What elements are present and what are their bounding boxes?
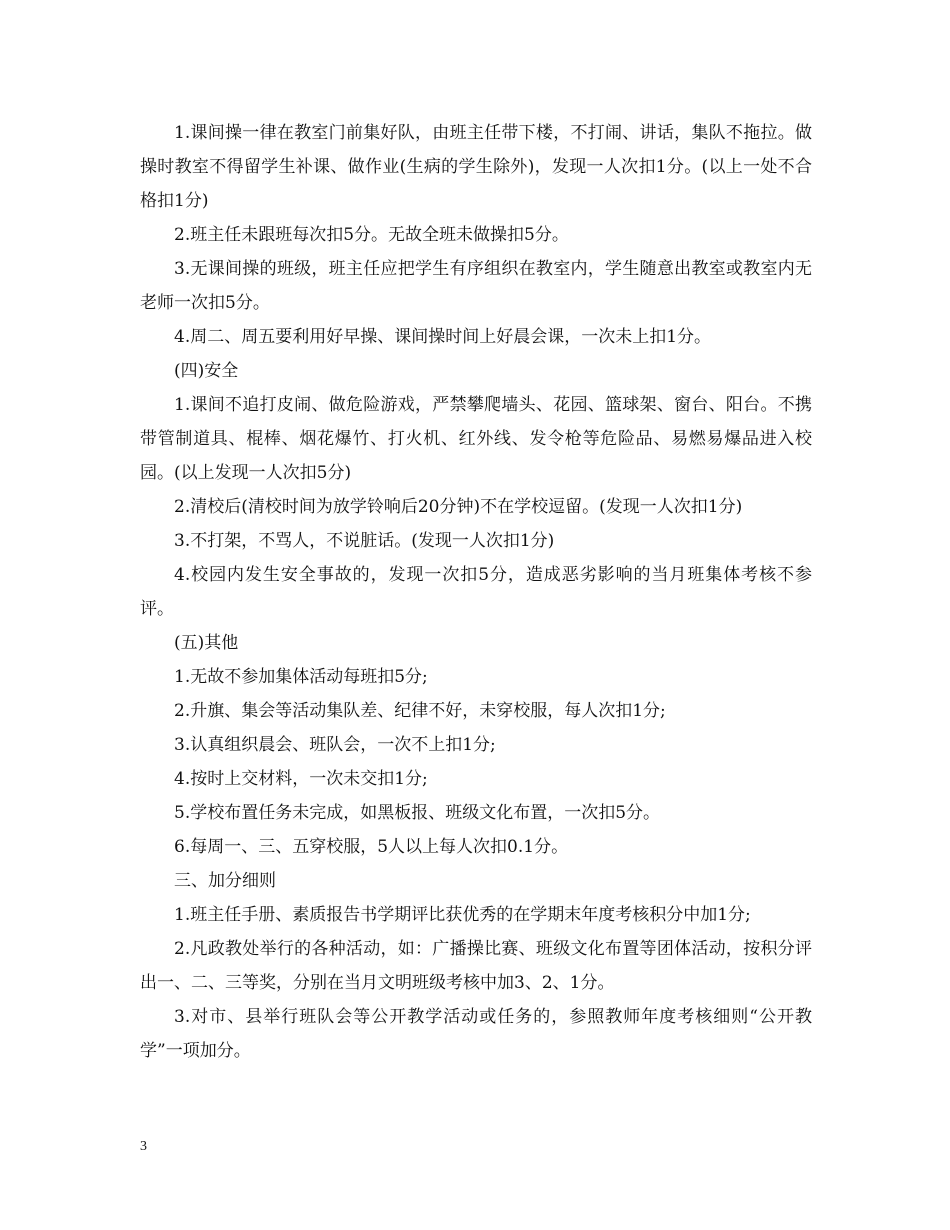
para-safety-4: 4.校园内发生安全事故的，发现一次扣5分，造成恶劣影响的当月班集体考核不参评。 (140, 565, 812, 619)
para-other-2: 2.升旗、集会等活动集队差、纪律不好，未穿校服，每人次扣1分; (174, 701, 666, 721)
para-other-1: 1.无故不参加集体活动每班扣5分; (174, 667, 428, 687)
para-safety-1: 1.课间不追打皮闹、做危险游戏，严禁攀爬墙头、花园、篮球架、窗台、阳台。不携带管制道具、棍棒、烟花爆竹、打火机、红外线、发令枪等危险品、易燃易爆品进入校园。(以上发现一人次扣5分) (140, 395, 812, 483)
document-body (140, 116, 812, 1068)
para-other-6: 6.每周一、三、五穿校服，5人以上每人次扣0.1分。 (174, 837, 569, 857)
para-exercise-2: 2.班主任未跟班每次扣5分。无故全班未做操扣5分。 (174, 225, 569, 245)
para-safety-2: 2.清校后(清校时间为放学铃响后20分钟)不在学校逗留。(发现一人次扣1分) (174, 497, 743, 517)
para-other-4: 4.按时上交材料，一次未交扣1分; (174, 769, 428, 789)
para-exercise-4: 4.周二、周五要利用好早操、课间操时间上好晨会课，一次未上扣1分。 (174, 327, 712, 347)
para-other-5: 5.学校布置任务未完成，如黑板报、班级文化布置，一次扣5分。 (174, 803, 661, 823)
para-exercise-1: 1.课间操一律在教室门前集好队，由班主任带下楼，不打闹、讲话，集队不拖拉。做操时教室不得留学生补课、做作业(生病的学生除外)，发现一人次扣1分。(以上一处不合格扣1分) (140, 123, 812, 211)
para-bonus-1: 1.班主任手册、素质报告书学期评比获优秀的在学期末年度考核积分中加1分; (174, 905, 751, 925)
para-safety-3: 3.不打架，不骂人，不说脏话。(发现一人次扣1分) (174, 531, 555, 551)
para-bonus-2: 2.凡政教处举行的各种活动，如：广播操比赛、班级文化布置等团体活动，按积分评出一、二、三等奖，分别在当月文明班级考核中加3、2、1分。 (140, 939, 812, 993)
section-heading-safety: (四)安全 (174, 361, 239, 381)
para-bonus-3: 3.对市、县举行班队会等公开教学活动或任务的，参照教师年度考核细则“公开教学”一项加分。 (140, 1007, 812, 1061)
para-other-3: 3.认真组织晨会、班队会，一次不上扣1分; (174, 735, 496, 755)
section-heading-bonus: 三、加分细则 (174, 871, 276, 891)
para-exercise-3: 3.无课间操的班级，班主任应把学生有序组织在教室内，学生随意出教室或教室内无老师一次扣5分。 (140, 259, 812, 313)
page-number: 3 (140, 1139, 147, 1154)
section-heading-other: (五)其他 (174, 633, 239, 653)
